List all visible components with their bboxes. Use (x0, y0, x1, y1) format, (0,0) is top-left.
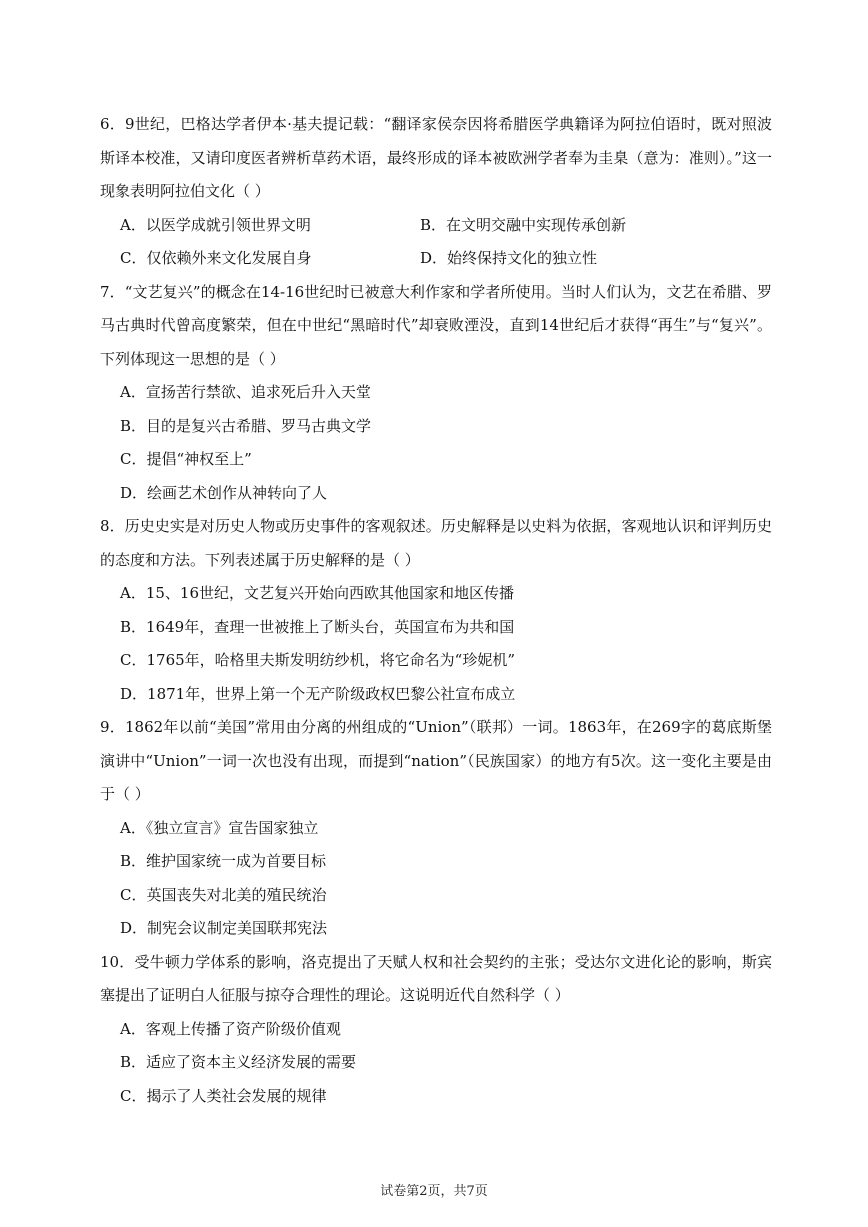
question-7-option-a: A．宣扬苦行禁欲、追求死后升入天堂 (120, 383, 371, 401)
question-10 (100, 946, 772, 1114)
question-9-option-c: C．英国丧失对北美的殖民统治 (120, 885, 327, 904)
question-6 (100, 108, 772, 276)
question-6-options-row-2 (100, 242, 772, 276)
question-9-option-a: A．《独立宣言》宣告国家独立 (120, 818, 319, 837)
question-6-stem: 6．9世纪，巴格达学者伊本·基夫提记载：“翻译家侯奈因将希腊医学典籍译为阿拉伯语时，既对照波斯译本校准，又请印度医者辨析草药术语，最终形成的译本被欧洲学者奉为圭臬（意为：准则）。”这一现象表明阿拉伯文化（ ） (100, 115, 772, 200)
question-7-option-b: B．目的是复兴古希腊、罗马古典文学 (120, 416, 372, 435)
question-8-option-d: D．1871年，世界上第一个无产阶级政权巴黎公社宣布成立 (120, 684, 516, 703)
question-7 (100, 276, 772, 511)
question-10-stem: 10．受牛顿力学体系的影响，洛克提出了天赋人权和社会契约的主张；受达尔文进化论的影响，斯宾塞提出了证明白人征服与掠夺合理性的理论。这说明近代自然科学（ ） (100, 952, 772, 1004)
question-7-stem: 7．“文艺复兴”的概念在14-16世纪时已被意大利作家和学者所使用。当时人们认为，文艺在希腊、罗马古典时代曾高度繁荣，但在中世纪“黑暗时代”却衰败湮没，直到14世纪后才获得“再生”与“复兴”。下列体现这一思想的是（ ） (100, 282, 772, 368)
question-8-stem: 8．历史史实是对历史人物或历史事件的客观叙述。历史解释是以史料为依据，客观地认识和评判历史的态度和方法。下列表述属于历史解释的是（ ） (100, 517, 772, 569)
question-8 (100, 510, 772, 711)
question-6-option-b: B．在文明交融中实现传承创新 (420, 215, 627, 234)
question-9-stem: 9．1862年以前“美国”常用由分离的州组成的“Union”（联邦）一词。1863年，在269字的葛底斯堡演讲中“Union”一词一次也没有出现，而提到“nation”（民族国家）的地方有5次。这一变化主要是由于（ ） (100, 718, 772, 803)
question-7-option-d: D．绘画艺术创作从神转向了人 (120, 483, 328, 502)
question-10-option-c: C．揭示了人类社会发展的规律 (120, 1086, 327, 1105)
question-9 (100, 711, 772, 946)
question-6-option-d: D．始终保持文化的独立性 (420, 249, 598, 267)
question-list (100, 108, 772, 1113)
question-8-option-b: B．1649年，查理一世被推上了断头台，英国宣布为共和国 (120, 617, 515, 636)
question-6-option-a: A．以医学成就引领世界文明 (120, 215, 311, 234)
question-8-option-c: C．1765年，哈格里夫斯发明纺纱机，将它命名为“珍妮机” (120, 651, 515, 669)
question-6-option-c: C．仅依赖外来文化发展自身 (120, 249, 312, 267)
question-6-options-row-1 (100, 209, 772, 243)
question-7-option-c: C．提倡“神权至上” (120, 450, 252, 468)
question-10-option-a: A．客观上传播了资产阶级价值观 (120, 1019, 341, 1038)
question-10-option-b: B．适应了资本主义经济发展的需要 (120, 1053, 357, 1071)
question-9-option-d: D．制宪会议制定美国联邦宪法 (120, 919, 328, 937)
question-8-option-a: A．15、16世纪，文艺复兴开始向西欧其他国家和地区传播 (120, 584, 515, 602)
page-footer: 试卷第2页，共7页 (380, 1184, 488, 1199)
question-9-option-b: B．维护国家统一成为首要目标 (120, 852, 327, 870)
